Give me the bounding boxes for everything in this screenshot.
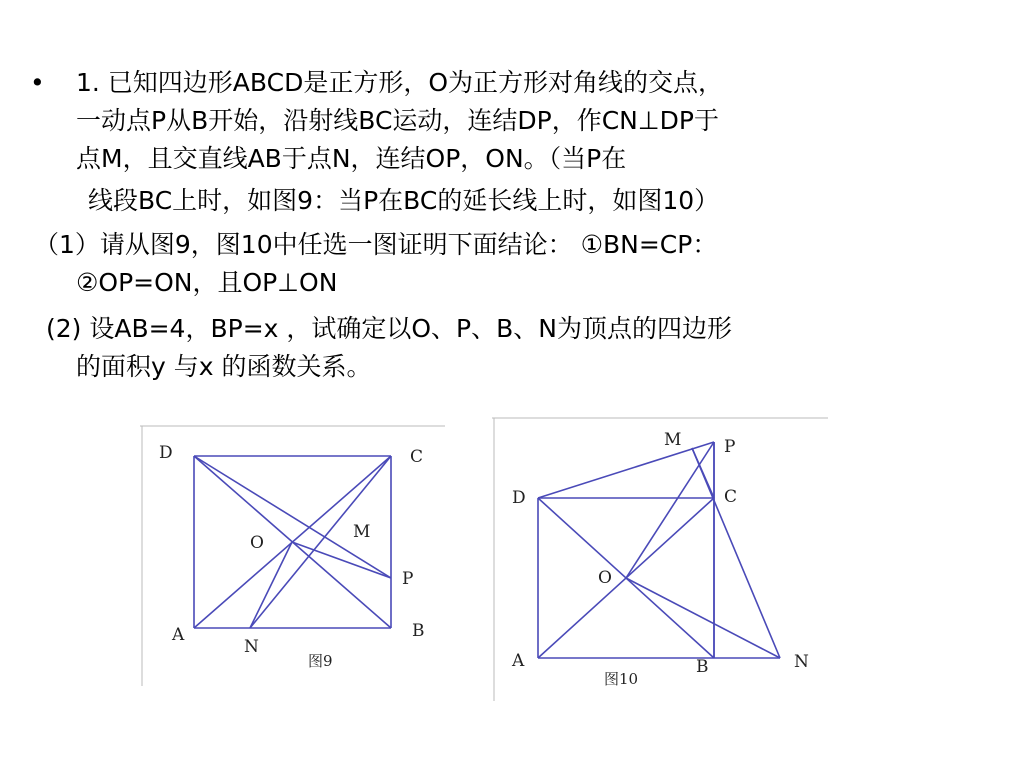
figure-10-caption: 图10 bbox=[604, 670, 639, 688]
figure-9-label-D: D bbox=[159, 443, 173, 463]
figure-9-caption: 图9 bbox=[308, 652, 333, 670]
figure-9-label-P: P bbox=[402, 569, 414, 589]
figure-10-segment-ON bbox=[626, 578, 780, 658]
figure-10-segment-DP bbox=[538, 442, 714, 498]
figure-10-label-B: B bbox=[696, 657, 709, 677]
question-1-line-2: ②OP=ON，且OP⊥ON bbox=[76, 268, 338, 297]
figure-9-label-B: B bbox=[412, 621, 425, 641]
problem-line-4: 线段BC上时，如图9：当P在BC的延长线上时，如图10） bbox=[88, 186, 720, 215]
figure-10-label-M: M bbox=[664, 430, 682, 450]
figure-9-label-M: M bbox=[353, 522, 371, 542]
figure-10-label-N: N bbox=[794, 652, 809, 672]
figure-9-label-A: A bbox=[172, 625, 185, 645]
bullet-point: • bbox=[30, 68, 45, 97]
figure-9 bbox=[140, 424, 445, 686]
problem-line-1: 1. 已知四边形ABCD是正方形，O为正方形对角线的交点， bbox=[76, 68, 723, 97]
problem-line-3: 点M，且交直线AB于点N，连结OP，ON。（当P在 bbox=[76, 144, 627, 173]
figure-10-label-D: D bbox=[512, 488, 526, 508]
figure-10-label-P: P bbox=[724, 437, 736, 457]
problem-line-2: 一动点P从B开始，沿射线BC运动，连结DP，作CN⊥DP于 bbox=[76, 106, 719, 135]
figure-9-label-O: O bbox=[250, 533, 264, 553]
figure-10-label-A: A bbox=[512, 651, 525, 671]
figure-9-label-C: C bbox=[410, 447, 424, 467]
figure-10-label-C: C bbox=[724, 487, 738, 507]
figure-10-segment-MN bbox=[692, 448, 780, 658]
figure-10 bbox=[492, 416, 828, 701]
question-2-line-1: (2) 设AB=4，BP=x ，试确定以O、P、B、N为顶点的四边形 bbox=[46, 314, 732, 343]
figure-9-segment-CN bbox=[250, 456, 391, 628]
question-1-line-1: （1）请从图9，图10中任选一图证明下面结论： ①BN=CP： bbox=[34, 230, 718, 259]
question-2-line-2: 的面积y 与x 的函数关系。 bbox=[76, 352, 372, 381]
figure-9-segment-DP bbox=[194, 456, 391, 578]
figure-10-label-O: O bbox=[598, 568, 612, 588]
figure-9-label-N: N bbox=[244, 637, 259, 657]
